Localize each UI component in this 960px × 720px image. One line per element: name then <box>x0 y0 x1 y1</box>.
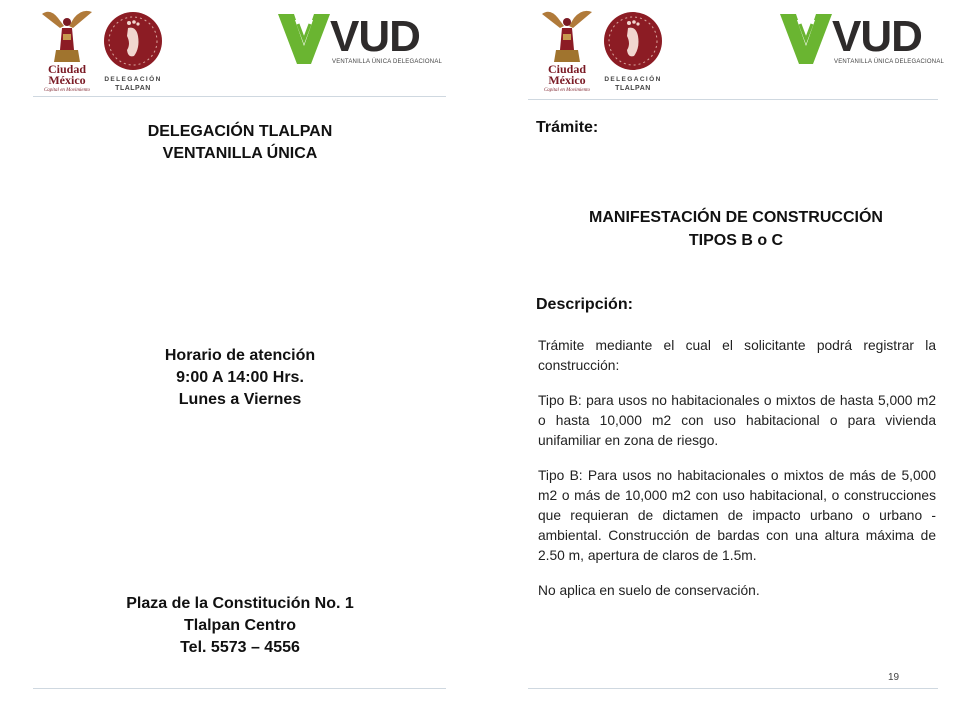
vud-subtitle: VENTANILLA ÚNICA DELEGACIONAL <box>332 59 443 65</box>
office-line1: DELEGACIÓN TLALPAN <box>147 123 333 140</box>
cdmx-name-line1: Ciudad <box>547 62 587 76</box>
right-page <box>480 0 960 720</box>
tramite-label: Trámite: <box>536 119 599 136</box>
cdmx-name-line2: México <box>48 73 86 87</box>
page-number: 19 <box>888 672 900 683</box>
footprint-seal-icon <box>598 10 668 72</box>
description-paragraph: Trámite mediante el cual el solicitante podrá registrar la construcción: <box>538 338 936 373</box>
description-paragraph: Tipo B: para usos no habitacionales o mixtos de hasta 5,000 m2 o hasta 10,000 m2 con uso habitacional o para vivienda unifamiliar en zona de riesgo. <box>538 393 936 448</box>
delegacion-label: DELEGACIÓN <box>104 76 162 83</box>
vud-wordmark: VUD <box>330 12 420 61</box>
vud-v-checkmark-icon <box>780 14 832 64</box>
tramite-name-line1: MANIFESTACIÓN DE CONSTRUCCIÓN <box>589 209 883 226</box>
address-phone: Tel. 5573 – 4556 <box>180 639 300 656</box>
ciudad-de-mexico-logo <box>536 6 598 93</box>
tlalpan-label: TLALPAN <box>115 85 151 92</box>
footer-divider <box>33 688 446 689</box>
header-divider <box>33 96 446 97</box>
ciudad-de-mexico-logo <box>36 6 98 93</box>
vud-v-checkmark-icon <box>278 14 330 64</box>
cdmx-tagline: Capital en Movimiento <box>43 88 91 93</box>
cdmx-name-line2: México <box>548 73 586 87</box>
vud-wordmark: VUD <box>832 12 922 61</box>
tramite-name <box>536 206 936 252</box>
address-line1: Plaza de la Constitución No. 1 <box>126 595 354 612</box>
vud-subtitle: VENTANILLA ÚNICA DELEGACIONAL <box>834 59 945 65</box>
hours-days: Lunes a Viernes <box>178 391 302 408</box>
delegacion-label: DELEGACIÓN <box>604 76 662 83</box>
description-paragraph: Tipo B: Para usos no habitacionales o mixtos de más de 5,000 m2 o más de 10,000 m2 con uso habitacional, o construcciones que requieran de dictamen de impacto urbano o urbano - ambiental. Construcción de bardas con una altura máxima de 2.50 m, apertura de claros de 1.5m. <box>538 468 936 563</box>
address-block <box>30 593 450 659</box>
footer-divider <box>528 688 938 689</box>
footprint-seal-icon <box>98 10 168 72</box>
angel-monument-icon <box>36 6 98 64</box>
office-heading <box>30 121 450 165</box>
angel-monument-icon <box>536 6 598 64</box>
tramite-name-line2: TIPOS B o C <box>688 232 784 249</box>
delegacion-tlalpan-logo <box>598 10 668 90</box>
vud-logo <box>780 14 944 70</box>
description-paragraph: No aplica en suelo de conservación. <box>538 583 760 598</box>
vud-logo <box>278 14 442 70</box>
hours-title: Horario de atención <box>164 347 316 364</box>
hours-time: 9:00 A 14:00 Hrs. <box>176 369 304 386</box>
address-line2: Tlalpan Centro <box>183 617 296 634</box>
description-label: Descripción: <box>536 296 633 313</box>
tlalpan-label: TLALPAN <box>615 85 651 92</box>
cdmx-tagline: Capital en Movimiento <box>543 88 591 93</box>
office-line2: VENTANILLA ÚNICA <box>162 145 318 162</box>
hours-block <box>30 345 450 411</box>
cdmx-name-line1: Ciudad <box>47 62 87 76</box>
delegacion-tlalpan-logo <box>98 10 168 90</box>
header-divider <box>528 99 938 100</box>
description-body <box>538 336 936 616</box>
